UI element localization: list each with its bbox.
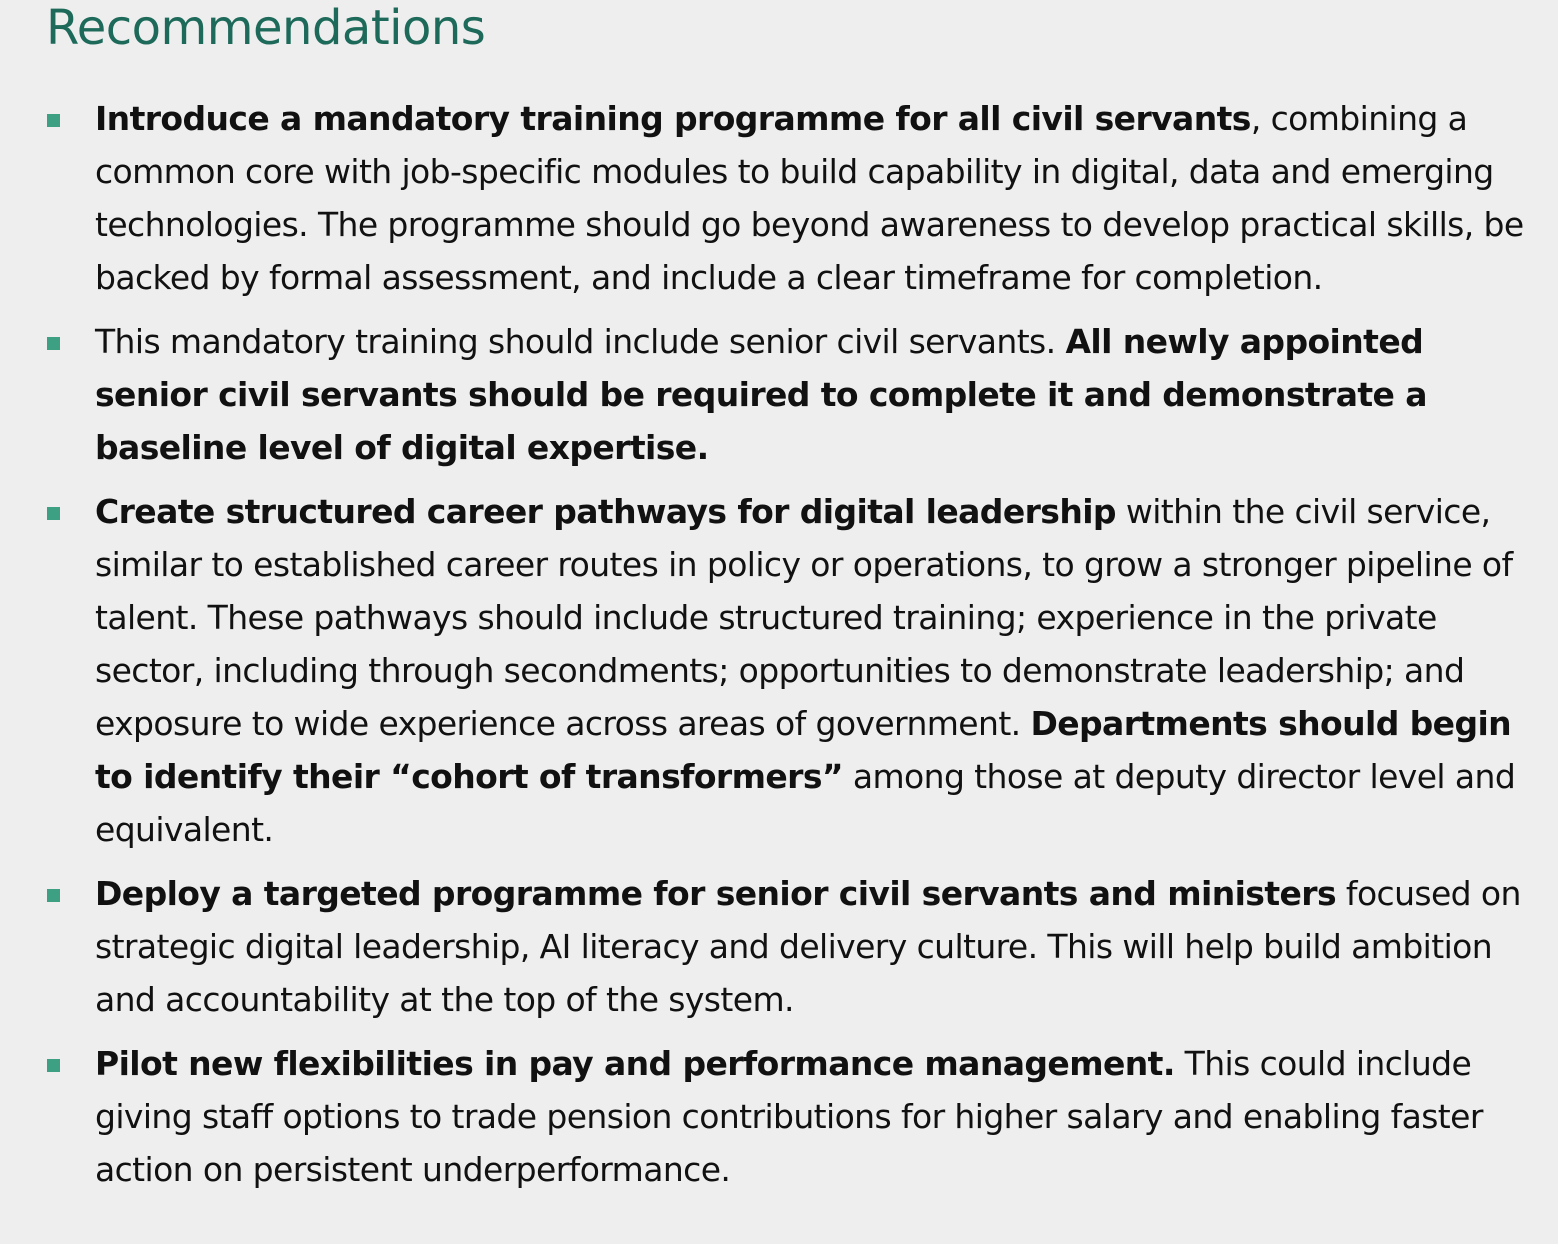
item-bold-text: Introduce a mandatory training programme for all civil servants	[95, 99, 1251, 138]
item-bold-text: Pilot new flexibilities in pay and performance management.	[95, 1044, 1175, 1083]
item-bold-text: Departments should begin to identify their “cohort of transformers”	[95, 704, 1512, 796]
section-heading: Recommendations	[46, 0, 486, 56]
square-bullet-icon	[47, 337, 60, 350]
item-bold-text: All newly appointed senior civil servants should be required to complete it and demonstrate a baseline level of digital expertise.	[95, 322, 1427, 467]
square-bullet-icon	[47, 1059, 60, 1072]
square-bullet-icon	[47, 507, 60, 520]
item-text: focused on strategic digital leadership, AI literacy and delivery culture. This will help build ambition and accountability at the top of the system.	[95, 874, 1521, 1019]
list-item	[0, 485, 1558, 856]
item-text: among those at deputy director level and equivalent.	[95, 757, 1516, 849]
item-text: , combining a common core with job-specific modules to build capability in digital, data and emerging technologies. The programme should go beyond awareness to develop practical skills, be backed by formal assessment, and include a clear timeframe for completion.	[95, 99, 1524, 297]
item-text: within the civil service, similar to established career routes in policy or operations, to grow a stronger pipeline of talent. These pathways should include structured training; experience in the private sector, including through secondments; opportunities to demonstrate leadership; and exposure to wide experience across areas of government.	[95, 492, 1513, 743]
item-text: This mandatory training should include senior civil servants.	[95, 322, 1066, 361]
list-item	[0, 92, 1558, 304]
item-bold-text: Deploy a targeted programme for senior civil servants and ministers	[95, 874, 1337, 913]
list-item	[0, 1037, 1558, 1196]
item-text: This could include giving staff options to trade pension contributions for higher salary and enabling faster action on persistent underperformance.	[95, 1044, 1483, 1189]
square-bullet-icon	[47, 114, 60, 127]
item-bold-text: Create structured career pathways for digital leadership	[95, 492, 1116, 531]
list-item	[0, 867, 1558, 1026]
list-item	[0, 315, 1558, 474]
square-bullet-icon	[47, 889, 60, 902]
recommendations-list	[0, 92, 1558, 1207]
